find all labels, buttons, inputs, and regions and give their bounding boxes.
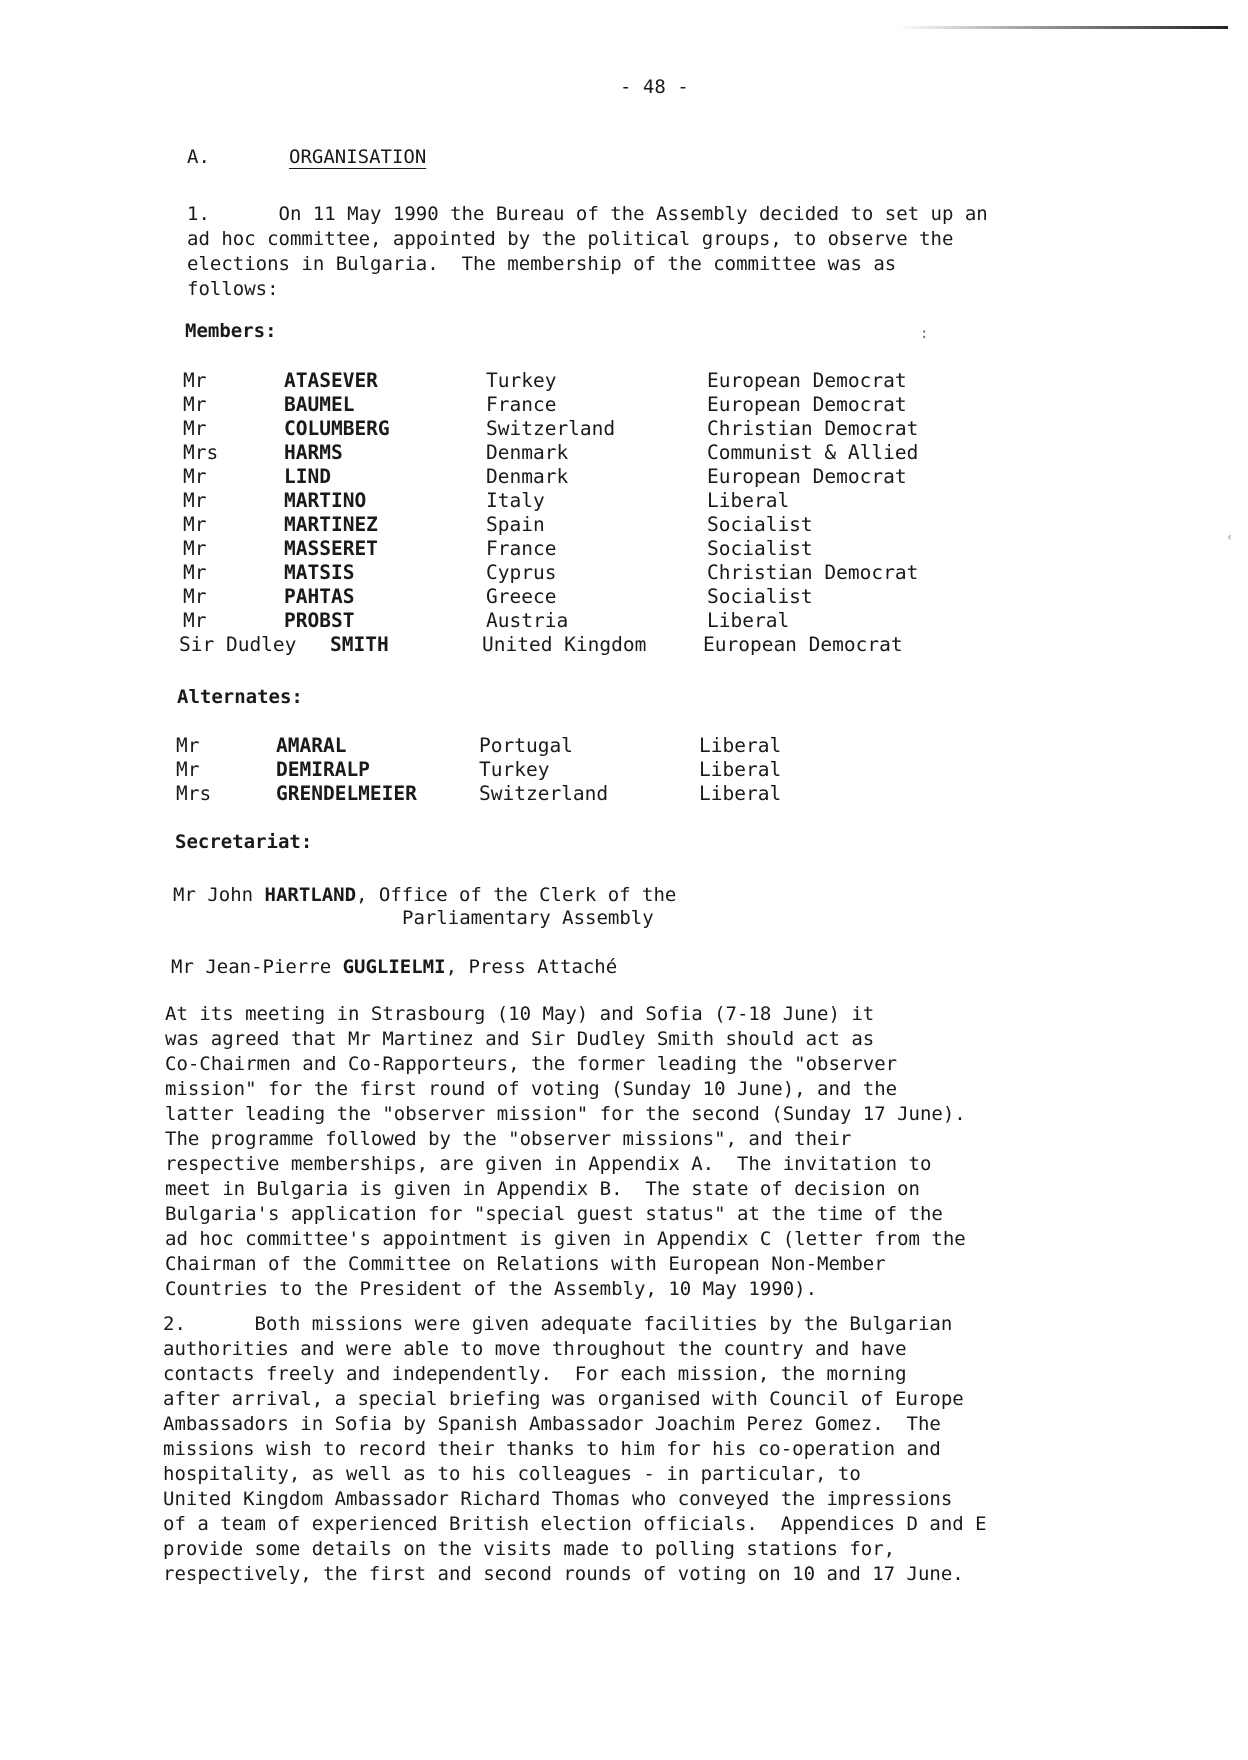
member-group: Communist & Allied [707, 441, 919, 464]
member-country: Cyprus [486, 561, 557, 584]
member-name: MARTINO [284, 489, 367, 512]
secretariat-label: Secretariat: [175, 831, 313, 853]
section-heading [187, 146, 426, 168]
member-group: Liberal [707, 609, 790, 632]
secretariat-role: , Office of the Clerk of the [356, 884, 677, 906]
paragraph-1: 1. On 11 May 1990 the Bureau of the Assembly decided to set up an ad hoc committee, appointed by the political groups, to observe the elections in Bulgaria. The membership of the committee was as follows: [187, 203, 988, 300]
member-country: Denmark [486, 465, 569, 488]
member-title: Mr [183, 609, 207, 632]
member-country: Turkey [486, 369, 557, 392]
alternate-name: GRENDELMEIER [276, 782, 417, 805]
member-group: Christian Democrat [707, 561, 919, 584]
page-number: - 48 - [620, 76, 689, 98]
member-group: European Democrat [707, 465, 907, 488]
alternate-country: Turkey [479, 758, 550, 781]
paragraph-intro: At its meeting in Strasbourg (10 May) and Sofia (7-18 June) it was agreed that Mr Martinez and Sir Dudley Smith should act as Co-Chairmen and Co-Rapporteurs, the former leading the "observer mission" for the first round of voting (Sunday 10 June), and the latter leading the "observer mission" for the second (Sunday 17 June). The programme followed by the "observer missions", and their respective memberships, are given in Appendix A. The invitation to meet in Bulgaria is given in Appendix B. The state of decision on Bulgaria's application for "special guest status" at the time of the ad hoc committee's appointment is given in Appendix C (letter from the Chairman of the Committee on Relations with European Non-Member Countries to the President of the Assembly, 10 May 1990). [165, 1003, 966, 1300]
member-country: Italy [486, 489, 545, 512]
secretariat-prefix: Mr Jean-Pierre [171, 956, 332, 978]
member-name: MARTINEZ [284, 513, 378, 536]
member-group: Christian Democrat [707, 417, 919, 440]
member-title: Mr [183, 417, 207, 440]
section-letter: A. [187, 146, 210, 168]
secretariat-surname: GUGLIELMI [342, 956, 446, 978]
secretariat-entry-2 [171, 956, 617, 978]
member-group: Socialist [707, 585, 813, 608]
member-name: PAHTAS [284, 585, 355, 608]
member-group: European Democrat [703, 633, 903, 656]
member-country: United Kingdom [482, 633, 647, 656]
member-group: European Democrat [707, 369, 907, 392]
member-title: Mr [183, 393, 207, 416]
alternate-country: Portugal [479, 734, 573, 757]
alternate-group: Liberal [699, 758, 782, 781]
member-name: HARMS [284, 441, 343, 464]
member-title: Mr [183, 561, 207, 584]
member-title: Mr [183, 513, 207, 536]
member-name: PROBST [284, 609, 355, 632]
secretariat-entry-1 [173, 884, 676, 906]
member-title: Mr [183, 465, 207, 488]
member-country: France [486, 393, 557, 416]
member-name: COLUMBERG [284, 417, 390, 440]
member-name: MATSIS [284, 561, 355, 584]
section-title: ORGANISATION [289, 146, 427, 168]
member-title: Mr [183, 585, 207, 608]
alternates-label: Alternates: [177, 686, 303, 708]
alternate-group: Liberal [699, 734, 782, 757]
member-group: Socialist [707, 513, 813, 536]
alternate-title: Mr [176, 758, 200, 781]
member-name: BAUMEL [284, 393, 355, 416]
member-title: Mr [183, 537, 207, 560]
secretariat-surname: HARTLAND [264, 884, 357, 906]
secretariat-entry-1-continued: Parliamentary Assembly [402, 907, 654, 929]
member-country: France [486, 537, 557, 560]
members-label: Members: [185, 320, 277, 342]
member-title: Mrs [183, 441, 219, 464]
member-country: Denmark [486, 441, 569, 464]
member-group: Socialist [707, 537, 813, 560]
member-group: European Democrat [707, 393, 907, 416]
alternate-title: Mr [176, 734, 200, 757]
paragraph-2: 2. Both missions were given adequate facilities by the Bulgarian authorities and were able to move throughout the country and have contacts freely and independently. For each mission, the morning after arrival, a special briefing was organised with Council of Europe Ambassadors in Sofia by Spanish Ambassador Joachim Perez Gomez. The missions wish to record their thanks to him for his co-operation and hospitality, as well as to his colleagues - in particular, to United Kingdom Ambassador Richard Thomas who conveyed the impressions of a team of experienced British election officials. Appendices D and E provide some details on the visits made to polling stations for, respectively, the first and second rounds of voting on 10 and 17 June. [163, 1313, 987, 1585]
alternate-group: Liberal [699, 782, 782, 805]
alternate-country: Switzerland [479, 782, 609, 805]
scan-artifact [898, 26, 1228, 29]
stray-mark: : [920, 326, 929, 342]
member-title: Mr [183, 489, 207, 512]
alternate-title: Mrs [176, 782, 212, 805]
member-name: MASSERET [284, 537, 378, 560]
member-title: Sir Dudley [179, 633, 297, 656]
alternate-name: AMARAL [276, 734, 347, 757]
member-group: Liberal [707, 489, 790, 512]
member-country: Greece [486, 585, 557, 608]
member-title: Mr [183, 369, 207, 392]
member-name: LIND [284, 465, 331, 488]
member-country: Austria [486, 609, 569, 632]
member-name: SMITH [330, 633, 389, 656]
secretariat-prefix: Mr John [173, 884, 254, 906]
alternate-name: DEMIRALP [276, 758, 370, 781]
member-country: Spain [486, 513, 545, 536]
member-country: Switzerland [486, 417, 616, 440]
stray-dot: ‹ [1226, 530, 1234, 544]
secretariat-role: , Press Attaché [445, 956, 618, 978]
member-name: ATASEVER [284, 369, 378, 392]
